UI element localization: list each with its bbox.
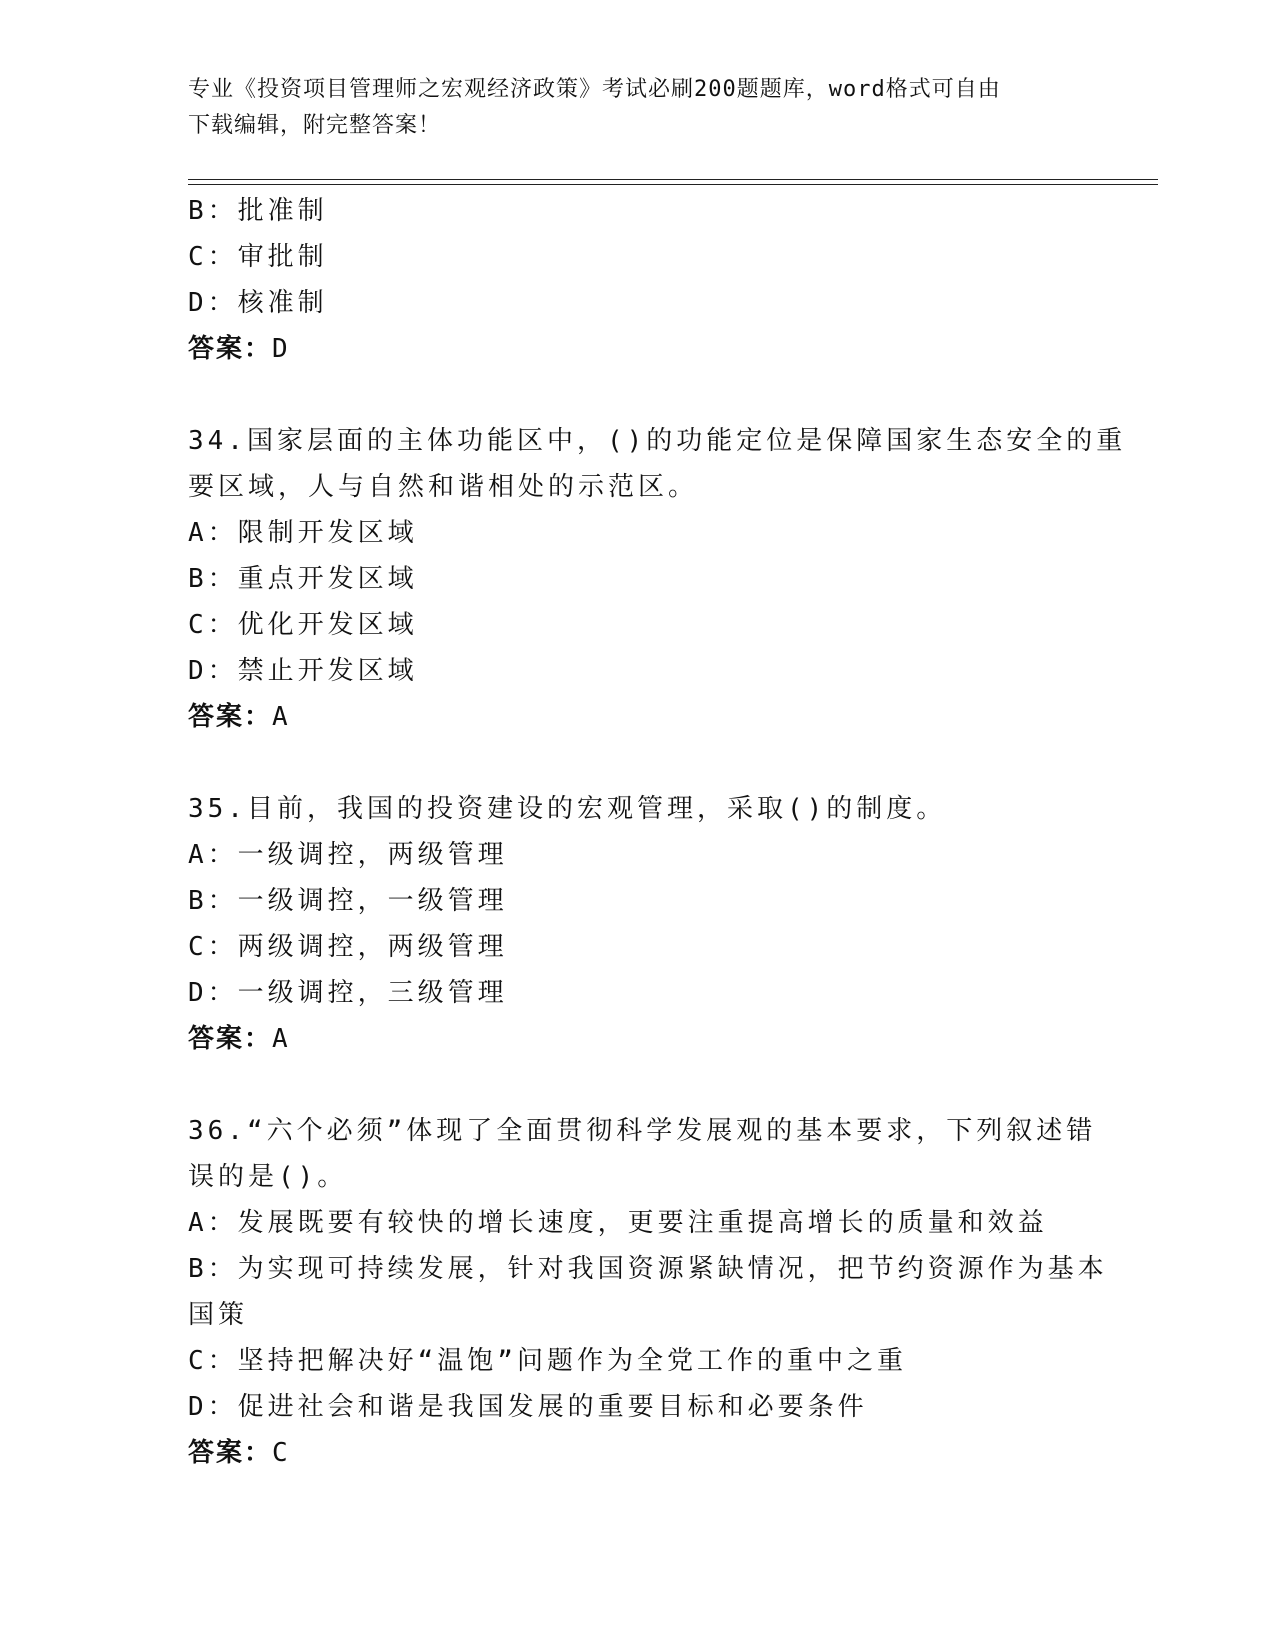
header-divider-top <box>188 179 1158 180</box>
question-stem-line: 36.“六个必须”体现了全面贯彻科学发展观的基本要求，下列叙述错 <box>188 1116 1097 1146</box>
question-stem-line: 要区域，人与自然和谐相处的示范区。 <box>188 472 699 502</box>
question-stem-line: 34.国家层面的主体功能区中，()的功能定位是保障国家生态安全的重 <box>188 426 1127 456</box>
header-line-2: 下载编辑，附完整答案！ <box>188 113 442 138</box>
option-d: D：促进社会和谐是我国发展的重要目标和必要条件 <box>188 1392 868 1422</box>
answer-label: 答案： <box>188 1024 273 1054</box>
option-d: D：禁止开发区域 <box>188 656 418 686</box>
question-list <box>188 188 1127 1476</box>
option-b: B：重点开发区域 <box>188 564 418 594</box>
answer-label: 答案： <box>188 702 273 732</box>
question-34 <box>188 418 1127 740</box>
option-b: B：为实现可持续发展，针对我国资源紧缺情况，把节约资源作为基本 <box>188 1254 1108 1284</box>
option-b-continued: 国策 <box>188 1300 249 1330</box>
answer-line <box>188 1430 1088 1476</box>
question-stem-line: 误的是()。 <box>188 1162 348 1192</box>
answer-value: C <box>272 1438 290 1468</box>
answer-line <box>188 1016 1088 1062</box>
answer-value: D <box>272 334 290 364</box>
option-d: D：核准制 <box>188 288 328 318</box>
answer-line <box>188 694 1088 740</box>
spacer <box>188 1062 1088 1108</box>
answer-value: A <box>272 1024 290 1054</box>
question-33-tail <box>188 188 1088 372</box>
option-b: B：一级调控，一级管理 <box>188 886 508 916</box>
answer-label: 答案： <box>188 334 273 364</box>
option-c: C：优化开发区域 <box>188 610 418 640</box>
question-36 <box>188 1108 1108 1476</box>
option-b: B：批准制 <box>188 196 328 226</box>
header-divider-bottom <box>188 184 1158 185</box>
option-c: C：审批制 <box>188 242 328 272</box>
spacer <box>188 740 1088 786</box>
option-a: A：限制开发区域 <box>188 518 418 548</box>
spacer <box>188 372 1088 418</box>
header-line-1: 专业《投资项目管理师之宏观经济政策》考试必刷200题题库，word格式可自由 <box>188 77 1001 102</box>
option-a: A：一级调控，两级管理 <box>188 840 508 870</box>
question-35 <box>188 786 1088 1062</box>
option-a: A：发展既要有较快的增长速度，更要注重提高增长的质量和效益 <box>188 1208 1048 1238</box>
answer-label: 答案： <box>188 1438 273 1468</box>
answer-value: A <box>272 702 290 732</box>
option-c: C：坚持把解决好“温饱”问题作为全党工作的重中之重 <box>188 1346 907 1376</box>
question-stem-line: 35.目前，我国的投资建设的宏观管理，采取()的制度。 <box>188 794 947 824</box>
answer-line <box>188 326 1088 372</box>
option-d: D：一级调控，三级管理 <box>188 978 508 1008</box>
option-c: C：两级调控，两级管理 <box>188 932 508 962</box>
document-header <box>188 72 1088 144</box>
